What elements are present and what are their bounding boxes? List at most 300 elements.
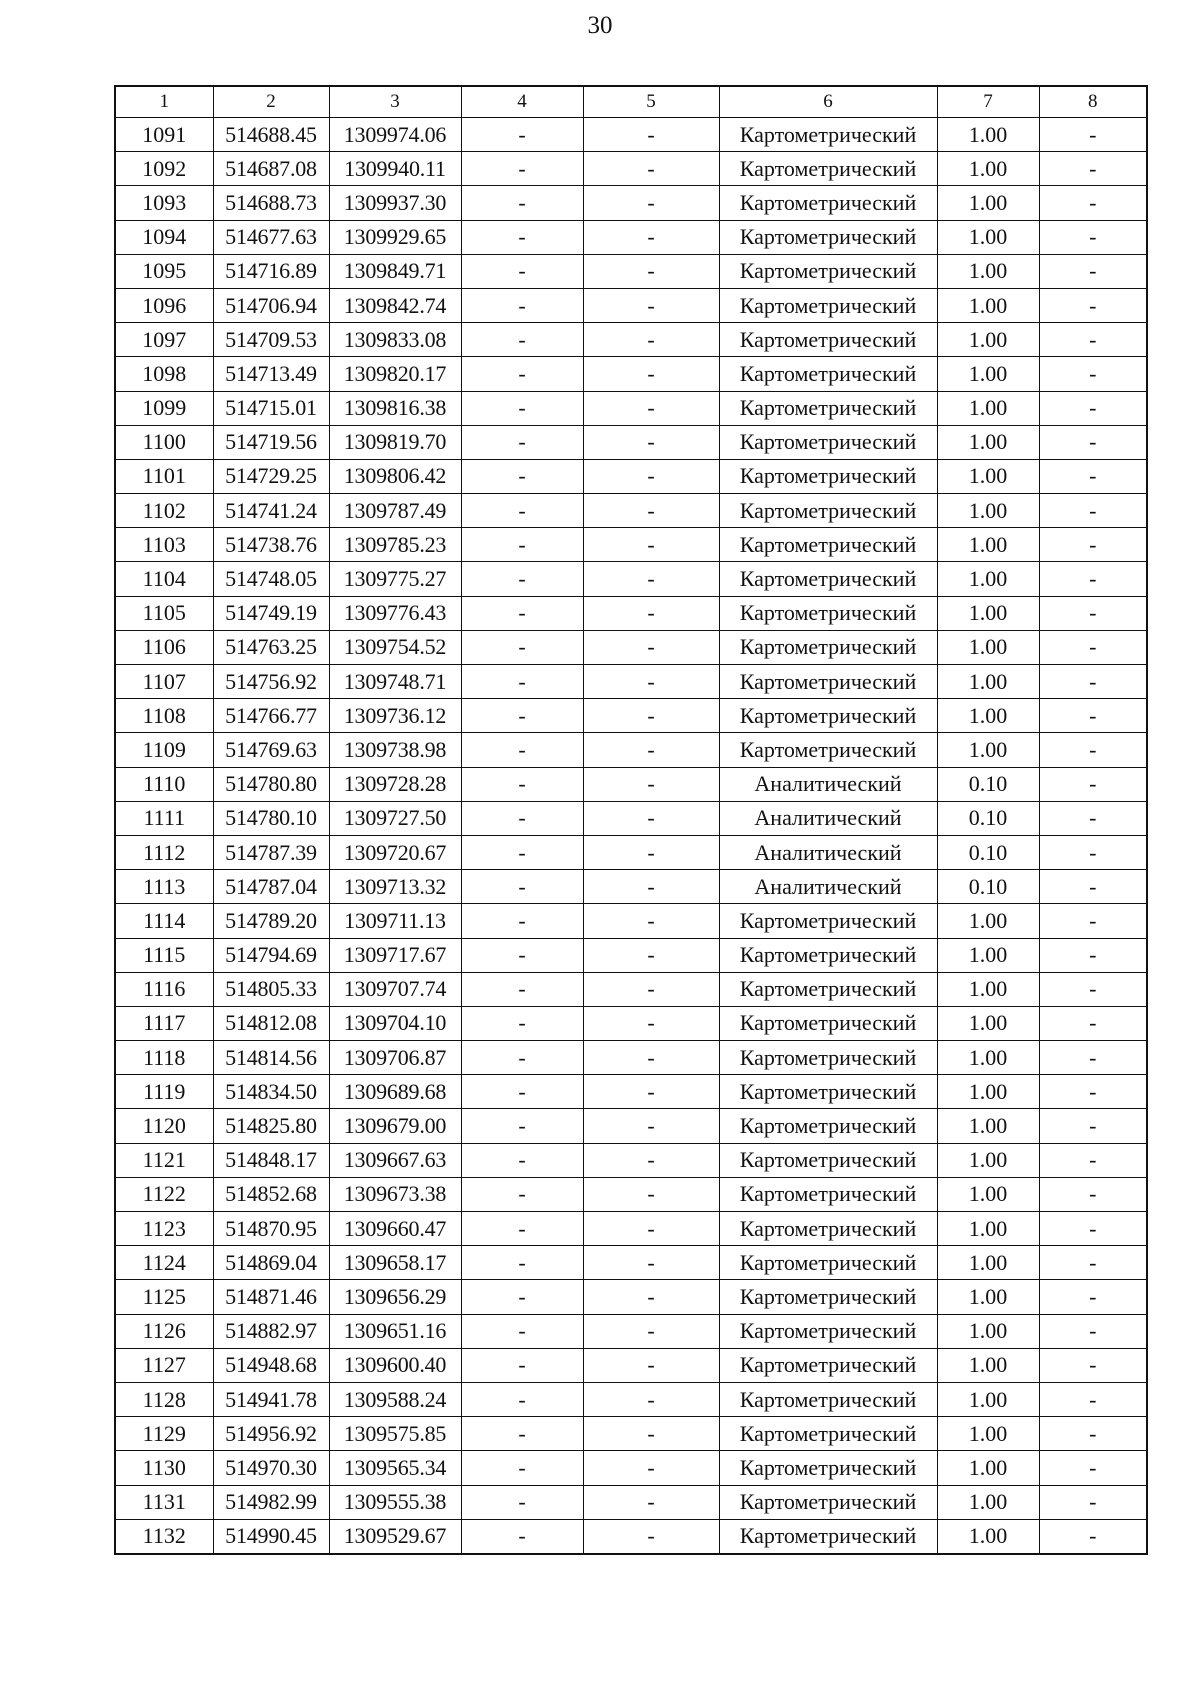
cell-col-5: - (583, 1006, 719, 1040)
cell-col-4: - (461, 1109, 583, 1143)
cell-col-4: - (461, 1075, 583, 1109)
cell-col-8: - (1039, 904, 1147, 938)
cell-col-4: - (461, 733, 583, 767)
cell-col-8: - (1039, 562, 1147, 596)
cell-col-4: - (461, 288, 583, 322)
cell-col-4: - (461, 1417, 583, 1451)
column-header-8: 8 (1039, 86, 1147, 118)
cell-col-4: - (461, 186, 583, 220)
cell-col-5: - (583, 323, 719, 357)
cell-point-number: 1100 (115, 425, 213, 459)
cell-coord-y: 1309658.17 (329, 1246, 461, 1280)
cell-coord-y: 1309555.38 (329, 1485, 461, 1519)
cell-col-8: - (1039, 1382, 1147, 1416)
table-row (115, 220, 1147, 254)
cell-method: Картометрический (719, 1348, 937, 1382)
cell-coord-x: 514713.49 (213, 357, 329, 391)
cell-col-8: - (1039, 459, 1147, 493)
cell-col-5: - (583, 425, 719, 459)
table-row (115, 1382, 1147, 1416)
cell-point-number: 1101 (115, 459, 213, 493)
cell-coord-y: 1309727.50 (329, 801, 461, 835)
cell-coord-x: 514715.01 (213, 391, 329, 425)
cell-coord-x: 514688.45 (213, 118, 329, 152)
cell-col-5: - (583, 186, 719, 220)
cell-accuracy: 1.00 (937, 391, 1039, 425)
cell-point-number: 1094 (115, 220, 213, 254)
cell-coord-y: 1309736.12 (329, 699, 461, 733)
coordinates-table (114, 85, 1148, 1555)
cell-coord-x: 514729.25 (213, 459, 329, 493)
cell-accuracy: 1.00 (937, 1519, 1039, 1554)
cell-col-8: - (1039, 699, 1147, 733)
cell-coord-y: 1309849.71 (329, 254, 461, 288)
cell-point-number: 1125 (115, 1280, 213, 1314)
cell-coord-y: 1309842.74 (329, 288, 461, 322)
cell-coord-x: 514870.95 (213, 1212, 329, 1246)
cell-method: Картометрический (719, 972, 937, 1006)
table-row (115, 938, 1147, 972)
cell-accuracy: 1.00 (937, 152, 1039, 186)
cell-col-8: - (1039, 1314, 1147, 1348)
cell-coord-x: 514869.04 (213, 1246, 329, 1280)
cell-col-8: - (1039, 288, 1147, 322)
cell-accuracy: 1.00 (937, 1212, 1039, 1246)
cell-col-8: - (1039, 1075, 1147, 1109)
cell-col-5: - (583, 494, 719, 528)
cell-method: Картометрический (719, 1143, 937, 1177)
column-header-3: 3 (329, 86, 461, 118)
cell-point-number: 1123 (115, 1212, 213, 1246)
cell-coord-y: 1309937.30 (329, 186, 461, 220)
cell-point-number: 1105 (115, 596, 213, 630)
cell-coord-x: 514766.77 (213, 699, 329, 733)
cell-point-number: 1121 (115, 1143, 213, 1177)
table-row (115, 630, 1147, 664)
cell-method: Картометрический (719, 1382, 937, 1416)
table-row (115, 254, 1147, 288)
cell-coord-x: 514688.73 (213, 186, 329, 220)
cell-method: Картометрический (719, 1177, 937, 1211)
cell-col-5: - (583, 1075, 719, 1109)
cell-point-number: 1104 (115, 562, 213, 596)
cell-col-5: - (583, 835, 719, 869)
cell-method: Картометрический (719, 323, 937, 357)
cell-coord-y: 1309785.23 (329, 528, 461, 562)
cell-col-5: - (583, 870, 719, 904)
cell-col-4: - (461, 1212, 583, 1246)
cell-col-5: - (583, 1382, 719, 1416)
cell-col-8: - (1039, 323, 1147, 357)
cell-point-number: 1131 (115, 1485, 213, 1519)
cell-coord-x: 514848.17 (213, 1143, 329, 1177)
cell-col-5: - (583, 596, 719, 630)
cell-point-number: 1095 (115, 254, 213, 288)
cell-accuracy: 1.00 (937, 1485, 1039, 1519)
cell-method: Картометрический (719, 1075, 937, 1109)
table-row (115, 1109, 1147, 1143)
cell-method: Картометрический (719, 1006, 937, 1040)
cell-col-8: - (1039, 1417, 1147, 1451)
cell-coord-x: 514763.25 (213, 630, 329, 664)
cell-accuracy: 1.00 (937, 904, 1039, 938)
cell-col-8: - (1039, 801, 1147, 835)
cell-col-8: - (1039, 1519, 1147, 1554)
cell-col-5: - (583, 1451, 719, 1485)
cell-point-number: 1119 (115, 1075, 213, 1109)
cell-point-number: 1112 (115, 835, 213, 869)
cell-col-5: - (583, 118, 719, 152)
cell-point-number: 1096 (115, 288, 213, 322)
cell-point-number: 1097 (115, 323, 213, 357)
cell-col-5: - (583, 630, 719, 664)
cell-coord-x: 514852.68 (213, 1177, 329, 1211)
cell-col-4: - (461, 1519, 583, 1554)
table-row (115, 835, 1147, 869)
cell-point-number: 1118 (115, 1041, 213, 1075)
cell-point-number: 1102 (115, 494, 213, 528)
column-header-5: 5 (583, 86, 719, 118)
cell-coord-y: 1309667.63 (329, 1143, 461, 1177)
cell-method: Картометрический (719, 630, 937, 664)
cell-accuracy: 0.10 (937, 767, 1039, 801)
cell-col-5: - (583, 938, 719, 972)
cell-point-number: 1109 (115, 733, 213, 767)
table-row (115, 733, 1147, 767)
cell-col-8: - (1039, 528, 1147, 562)
cell-coord-x: 514814.56 (213, 1041, 329, 1075)
cell-point-number: 1113 (115, 870, 213, 904)
cell-col-4: - (461, 118, 583, 152)
cell-coord-y: 1309720.67 (329, 835, 461, 869)
cell-coord-y: 1309679.00 (329, 1109, 461, 1143)
cell-accuracy: 1.00 (937, 699, 1039, 733)
cell-coord-x: 514990.45 (213, 1519, 329, 1554)
cell-col-8: - (1039, 596, 1147, 630)
cell-col-8: - (1039, 1485, 1147, 1519)
cell-coord-x: 514956.92 (213, 1417, 329, 1451)
cell-point-number: 1110 (115, 767, 213, 801)
cell-accuracy: 1.00 (937, 733, 1039, 767)
cell-point-number: 1130 (115, 1451, 213, 1485)
cell-col-4: - (461, 1485, 583, 1519)
cell-col-4: - (461, 152, 583, 186)
cell-method: Картометрический (719, 288, 937, 322)
cell-col-5: - (583, 767, 719, 801)
table-row (115, 1246, 1147, 1280)
cell-col-5: - (583, 357, 719, 391)
table-row (115, 323, 1147, 357)
cell-col-5: - (583, 528, 719, 562)
cell-col-4: - (461, 1348, 583, 1382)
cell-method: Картометрический (719, 1280, 937, 1314)
cell-col-4: - (461, 1177, 583, 1211)
cell-col-8: - (1039, 1451, 1147, 1485)
cell-col-8: - (1039, 1006, 1147, 1040)
cell-coord-y: 1309588.24 (329, 1382, 461, 1416)
cell-col-8: - (1039, 1246, 1147, 1280)
cell-col-4: - (461, 425, 583, 459)
cell-col-8: - (1039, 494, 1147, 528)
cell-col-4: - (461, 630, 583, 664)
cell-point-number: 1127 (115, 1348, 213, 1382)
cell-coord-x: 514789.20 (213, 904, 329, 938)
table-row (115, 118, 1147, 152)
table-row (115, 1451, 1147, 1485)
cell-coord-x: 514709.53 (213, 323, 329, 357)
cell-method: Картометрический (719, 1314, 937, 1348)
cell-col-4: - (461, 1280, 583, 1314)
table-row (115, 904, 1147, 938)
cell-accuracy: 1.00 (937, 1246, 1039, 1280)
cell-coord-y: 1309706.87 (329, 1041, 461, 1075)
cell-coord-y: 1309660.47 (329, 1212, 461, 1246)
cell-point-number: 1093 (115, 186, 213, 220)
cell-coord-x: 514948.68 (213, 1348, 329, 1382)
cell-coord-x: 514834.50 (213, 1075, 329, 1109)
cell-accuracy: 1.00 (937, 1109, 1039, 1143)
cell-col-8: - (1039, 733, 1147, 767)
page-number: 30 (587, 12, 613, 39)
cell-col-8: - (1039, 425, 1147, 459)
cell-coord-x: 514941.78 (213, 1382, 329, 1416)
cell-col-4: - (461, 1246, 583, 1280)
cell-col-8: - (1039, 357, 1147, 391)
cell-method: Аналитический (719, 767, 937, 801)
cell-accuracy: 1.00 (937, 938, 1039, 972)
cell-col-4: - (461, 459, 583, 493)
cell-accuracy: 1.00 (937, 494, 1039, 528)
cell-coord-x: 514871.46 (213, 1280, 329, 1314)
cell-method: Картометрический (719, 1212, 937, 1246)
cell-method: Картометрический (719, 425, 937, 459)
table-row (115, 1212, 1147, 1246)
table-row (115, 1519, 1147, 1554)
cell-method: Картометрический (719, 220, 937, 254)
cell-coord-y: 1309787.49 (329, 494, 461, 528)
cell-col-8: - (1039, 1177, 1147, 1211)
cell-coord-y: 1309819.70 (329, 425, 461, 459)
table-row (115, 596, 1147, 630)
cell-col-8: - (1039, 972, 1147, 1006)
cell-coord-y: 1309565.34 (329, 1451, 461, 1485)
cell-point-number: 1132 (115, 1519, 213, 1554)
cell-coord-y: 1309816.38 (329, 391, 461, 425)
table-row (115, 699, 1147, 733)
cell-col-5: - (583, 972, 719, 1006)
cell-col-5: - (583, 1246, 719, 1280)
cell-method: Картометрический (719, 1109, 937, 1143)
table-row (115, 1143, 1147, 1177)
cell-method: Картометрический (719, 118, 937, 152)
cell-accuracy: 1.00 (937, 665, 1039, 699)
table-row (115, 801, 1147, 835)
header-row (115, 86, 1147, 118)
table-row (115, 425, 1147, 459)
cell-coord-y: 1309704.10 (329, 1006, 461, 1040)
cell-accuracy: 1.00 (937, 1348, 1039, 1382)
cell-coord-x: 514780.10 (213, 801, 329, 835)
cell-coord-y: 1309600.40 (329, 1348, 461, 1382)
cell-coord-x: 514716.89 (213, 254, 329, 288)
cell-coord-x: 514780.80 (213, 767, 329, 801)
column-header-7: 7 (937, 86, 1039, 118)
cell-col-4: - (461, 1143, 583, 1177)
cell-method: Картометрический (719, 1485, 937, 1519)
table-row (115, 1177, 1147, 1211)
cell-method: Картометрический (719, 152, 937, 186)
cell-col-5: - (583, 699, 719, 733)
cell-method: Картометрический (719, 1417, 937, 1451)
cell-coord-x: 514749.19 (213, 596, 329, 630)
cell-coord-y: 1309929.65 (329, 220, 461, 254)
cell-col-8: - (1039, 1041, 1147, 1075)
cell-accuracy: 1.00 (937, 630, 1039, 664)
cell-col-4: - (461, 220, 583, 254)
cell-col-4: - (461, 801, 583, 835)
cell-coord-x: 514706.94 (213, 288, 329, 322)
cell-point-number: 1108 (115, 699, 213, 733)
table-row (115, 1348, 1147, 1382)
cell-method: Картометрический (719, 665, 937, 699)
cell-coord-y: 1309713.32 (329, 870, 461, 904)
cell-accuracy: 1.00 (937, 1075, 1039, 1109)
table-row (115, 459, 1147, 493)
cell-method: Картометрический (719, 391, 937, 425)
cell-col-4: - (461, 904, 583, 938)
cell-coord-x: 514787.39 (213, 835, 329, 869)
table-row (115, 357, 1147, 391)
cell-col-4: - (461, 972, 583, 1006)
cell-coord-y: 1309673.38 (329, 1177, 461, 1211)
cell-accuracy: 1.00 (937, 220, 1039, 254)
cell-col-8: - (1039, 220, 1147, 254)
cell-accuracy: 0.10 (937, 835, 1039, 869)
cell-col-5: - (583, 459, 719, 493)
cell-point-number: 1122 (115, 1177, 213, 1211)
cell-col-5: - (583, 1280, 719, 1314)
table-row (115, 1041, 1147, 1075)
cell-accuracy: 1.00 (937, 1314, 1039, 1348)
cell-point-number: 1120 (115, 1109, 213, 1143)
cell-coord-y: 1309575.85 (329, 1417, 461, 1451)
table-row (115, 288, 1147, 322)
cell-col-5: - (583, 288, 719, 322)
cell-col-8: - (1039, 767, 1147, 801)
cell-coord-y: 1309748.71 (329, 665, 461, 699)
cell-col-5: - (583, 1417, 719, 1451)
cell-col-5: - (583, 665, 719, 699)
cell-point-number: 1128 (115, 1382, 213, 1416)
cell-coord-x: 514677.63 (213, 220, 329, 254)
cell-col-5: - (583, 904, 719, 938)
cell-col-4: - (461, 665, 583, 699)
cell-accuracy: 1.00 (937, 528, 1039, 562)
cell-point-number: 1124 (115, 1246, 213, 1280)
cell-coord-x: 514970.30 (213, 1451, 329, 1485)
cell-method: Картометрический (719, 938, 937, 972)
cell-col-5: - (583, 1177, 719, 1211)
table-row (115, 1314, 1147, 1348)
cell-col-4: - (461, 1006, 583, 1040)
cell-col-8: - (1039, 665, 1147, 699)
cell-accuracy: 1.00 (937, 459, 1039, 493)
cell-col-5: - (583, 801, 719, 835)
cell-coord-x: 514882.97 (213, 1314, 329, 1348)
cell-point-number: 1099 (115, 391, 213, 425)
cell-point-number: 1106 (115, 630, 213, 664)
cell-col-4: - (461, 870, 583, 904)
cell-col-5: - (583, 1041, 719, 1075)
cell-col-8: - (1039, 186, 1147, 220)
cell-coord-y: 1309775.27 (329, 562, 461, 596)
cell-col-4: - (461, 1382, 583, 1416)
cell-point-number: 1092 (115, 152, 213, 186)
cell-coord-x: 514825.80 (213, 1109, 329, 1143)
table-row (115, 1075, 1147, 1109)
cell-coord-x: 514982.99 (213, 1485, 329, 1519)
cell-coord-y: 1309656.29 (329, 1280, 461, 1314)
cell-accuracy: 1.00 (937, 1382, 1039, 1416)
cell-accuracy: 1.00 (937, 1143, 1039, 1177)
cell-coord-y: 1309529.67 (329, 1519, 461, 1554)
cell-coord-y: 1309754.52 (329, 630, 461, 664)
cell-coord-y: 1309711.13 (329, 904, 461, 938)
cell-method: Картометрический (719, 699, 937, 733)
cell-accuracy: 0.10 (937, 801, 1039, 835)
cell-coord-y: 1309717.67 (329, 938, 461, 972)
table-row (115, 972, 1147, 1006)
cell-col-4: - (461, 1041, 583, 1075)
cell-col-5: - (583, 1485, 719, 1519)
cell-coord-x: 514738.76 (213, 528, 329, 562)
cell-coord-y: 1309707.74 (329, 972, 461, 1006)
cell-col-5: - (583, 254, 719, 288)
cell-point-number: 1114 (115, 904, 213, 938)
cell-coord-x: 514719.56 (213, 425, 329, 459)
column-header-4: 4 (461, 86, 583, 118)
table-row (115, 528, 1147, 562)
cell-col-8: - (1039, 1143, 1147, 1177)
cell-method: Аналитический (719, 835, 937, 869)
cell-col-5: - (583, 391, 719, 425)
cell-col-4: - (461, 767, 583, 801)
cell-col-4: - (461, 699, 583, 733)
cell-coord-x: 514756.92 (213, 665, 329, 699)
cell-accuracy: 1.00 (937, 323, 1039, 357)
cell-point-number: 1111 (115, 801, 213, 835)
cell-col-5: - (583, 562, 719, 596)
cell-coord-y: 1309974.06 (329, 118, 461, 152)
cell-method: Картометрический (719, 1451, 937, 1485)
cell-method: Картометрический (719, 1519, 937, 1554)
table-row (115, 494, 1147, 528)
cell-col-8: - (1039, 391, 1147, 425)
cell-point-number: 1098 (115, 357, 213, 391)
table-row (115, 870, 1147, 904)
cell-col-5: - (583, 1109, 719, 1143)
cell-accuracy: 1.00 (937, 1280, 1039, 1314)
cell-accuracy: 1.00 (937, 1417, 1039, 1451)
cell-col-4: - (461, 391, 583, 425)
cell-coord-x: 514748.05 (213, 562, 329, 596)
cell-method: Картометрический (719, 459, 937, 493)
cell-col-8: - (1039, 938, 1147, 972)
cell-coord-y: 1309806.42 (329, 459, 461, 493)
cell-method: Картометрический (719, 528, 937, 562)
cell-col-5: - (583, 152, 719, 186)
column-header-2: 2 (213, 86, 329, 118)
